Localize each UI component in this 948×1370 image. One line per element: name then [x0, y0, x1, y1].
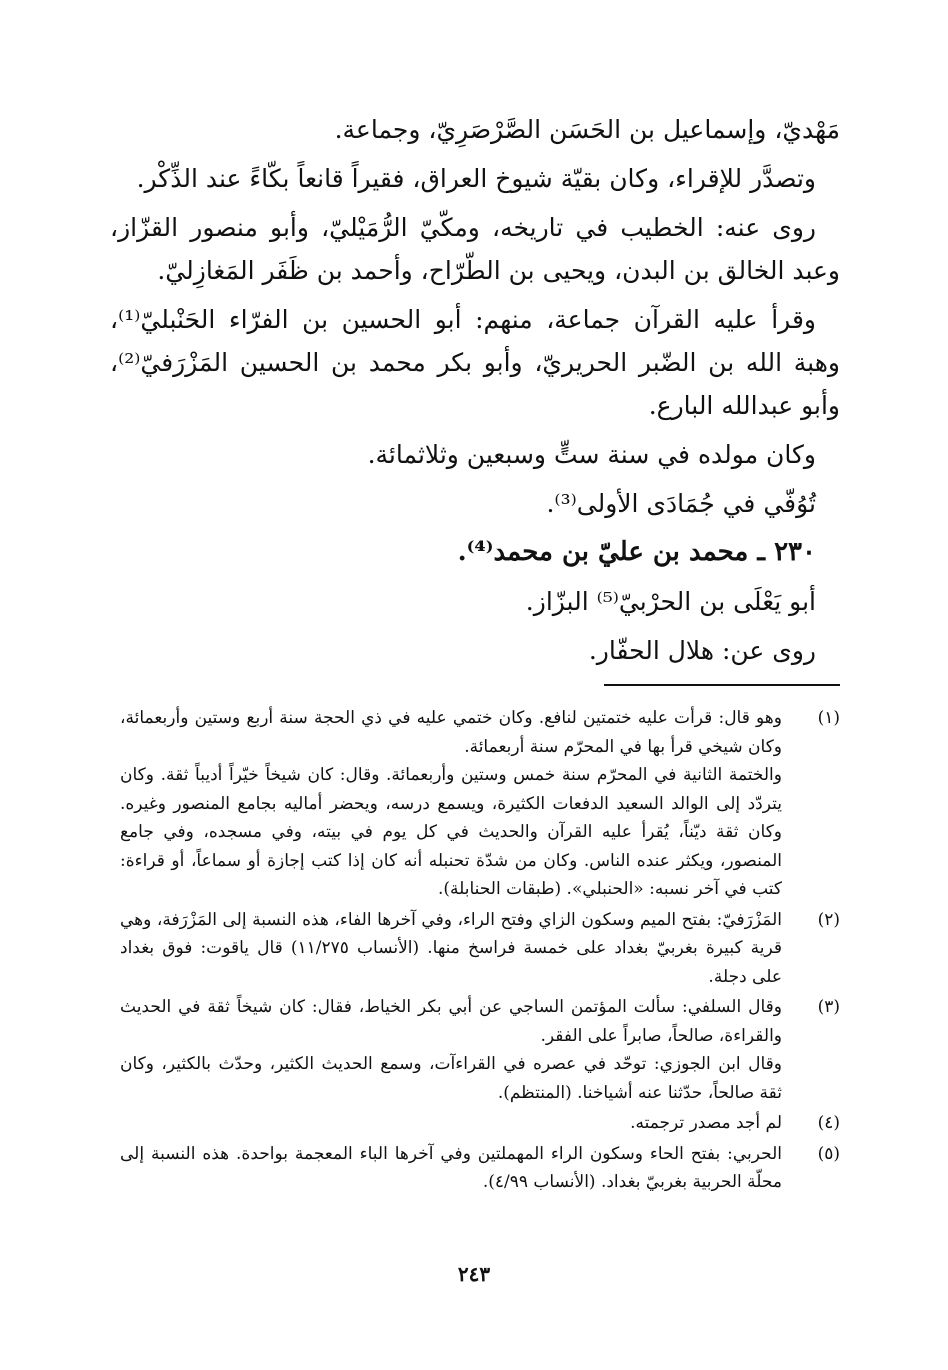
footnote-4 — [120, 1109, 840, 1138]
footnote-text: وقال السلفي: سألت المؤتمن الساجي عن أبي بكر الخياط، فقال: كان شيخاً ثقة في الحديث والقراءة، صالحاً، صابراً على الفقر. — [120, 997, 782, 1046]
footnote-text: وهو قال: قرأت عليه ختمتين لنافع. وكان ختمي عليه في ذي الحجة سنة أربع وستين وأربعمائة، وكان شيخي قرأ بها في المحرّم سنة أربعمائة. — [120, 708, 782, 757]
footnotes — [120, 704, 840, 1199]
footnote-body — [120, 993, 782, 1107]
entry-heading: ٢٣٠ ـ محمد بن عليّ بن محمد⁽⁴⁾. — [457, 537, 816, 567]
footnote-1 — [120, 704, 840, 904]
footnote-number: (٥) — [817, 1143, 840, 1164]
footnote-text: لم أجد مصدر ترجمته. — [630, 1113, 782, 1133]
paragraph-teaching: وتصدَّر للإقراء، وكان بقيّة شيوخ العراق، فقيراً قانعاً بكّاءً عند الذِّكْر. — [136, 164, 816, 193]
footnote-2 — [120, 906, 840, 992]
footnote-body — [120, 1140, 782, 1197]
paragraph-birth: وكان مولده في سنة ستٍّ وسبعين وثلاثمائة. — [367, 440, 816, 469]
footnote-body — [120, 906, 782, 992]
footnote-number: (١) — [817, 708, 840, 728]
footnote-3 — [120, 993, 840, 1107]
footnote-number: (٣) — [817, 997, 840, 1017]
footnote-number: (٤) — [817, 1113, 840, 1133]
footnote-text: والختمة الثانية في المحرّم سنة خمس وستين وأربعمائة. وقال: كان شيخاً خيّراً أديباً ثقة. وكان يتردّد إلى الوالد السعيد الدفعات الكثيرة، ويسمع درسه، ويحضر أماليه بجامع المنصور وغيره. وكان ثقة ديّناً، يُقرأ عليه القرآن والحديث في كل يوم في بيته، وفي مسجده، وفي جامع المنصور، ويكثر عنده الناس. وكان من شدّة تحنبله أنه كان إذا كتب إجازة أو سماعاً، أو قراءة: كتب في آخر نسبه: «الحنبلي». (طبقات الحنابلة). — [120, 765, 782, 899]
paragraph-students: وقرأ عليه القرآن جماعة، منهم: أبو الحسين بن الفرّاء الحَنْبليّ⁽¹⁾، وهبة الله بن الضّبر الحريريّ، وأبو بكر محمد بن الحسين المَزْرَفيّ⁽²⁾، وأبو عبدالله البارع. — [110, 305, 840, 420]
footnote-divider — [604, 684, 840, 686]
paragraph-death: تُوُفّي في جُمَادَى الأولى⁽³⁾. — [546, 489, 816, 518]
paragraph-narrators: روى عنه: الخطيب في تاريخه، ومكّيّ الرُّمَيْليّ، وأبو منصور القزّاز، وعبد الخالق بن البدن، ويحيى بن الطّرّاح، وأحمد بن ظَفَر المَغازِليّ. — [110, 213, 840, 285]
footnote-body — [120, 1109, 782, 1138]
main-text — [110, 108, 840, 678]
footnote-5 — [120, 1140, 840, 1197]
footnote-text: وقال ابن الجوزي: توحّد في عصره في القراءآت، وسمع الحديث الكثير، وحدّث بالكثير، وكان ثقة صالحاً، حدّثنا عنه أشياخنا. (المنتظم). — [120, 1054, 782, 1103]
entry-line-kunya: أبو يَعْلَى بن الحرْبيّ⁽⁵⁾ البزّاز. — [525, 587, 816, 616]
footnote-text: المَزْرَفيّ: بفتح الميم وسكون الزاي وفتح الراء، وفي آخرها الفاء، هذه النسبة إلى المَزْرَفة، وهي قرية كبيرة بغربيّ بغداد على خمسة فراسخ منها. (الأنساب ١١/٢٧٥) قال ياقوت: فوق بغداد على دجلة. — [120, 909, 782, 987]
page-number: ٢٤٣ — [457, 1262, 491, 1286]
paragraph-teachers-end: مَهْديّ، وإسماعيل بن الحَسَن الصَّرْصَرِيّ، وجماعة. — [334, 115, 840, 144]
footnote-number: (٢) — [817, 909, 840, 930]
footnote-text: الحربي: بفتح الحاء وسكون الراء المهملتين وفي آخرها الباء المعجمة بواحدة. هذه النسبة إلى محلّة الحربية بغربيّ بغداد. (الأنساب ٤/٩٩). — [120, 1143, 782, 1192]
entry-line-narrated: روى عن: هلال الحفّار. — [588, 636, 816, 665]
footnote-body — [120, 704, 782, 904]
